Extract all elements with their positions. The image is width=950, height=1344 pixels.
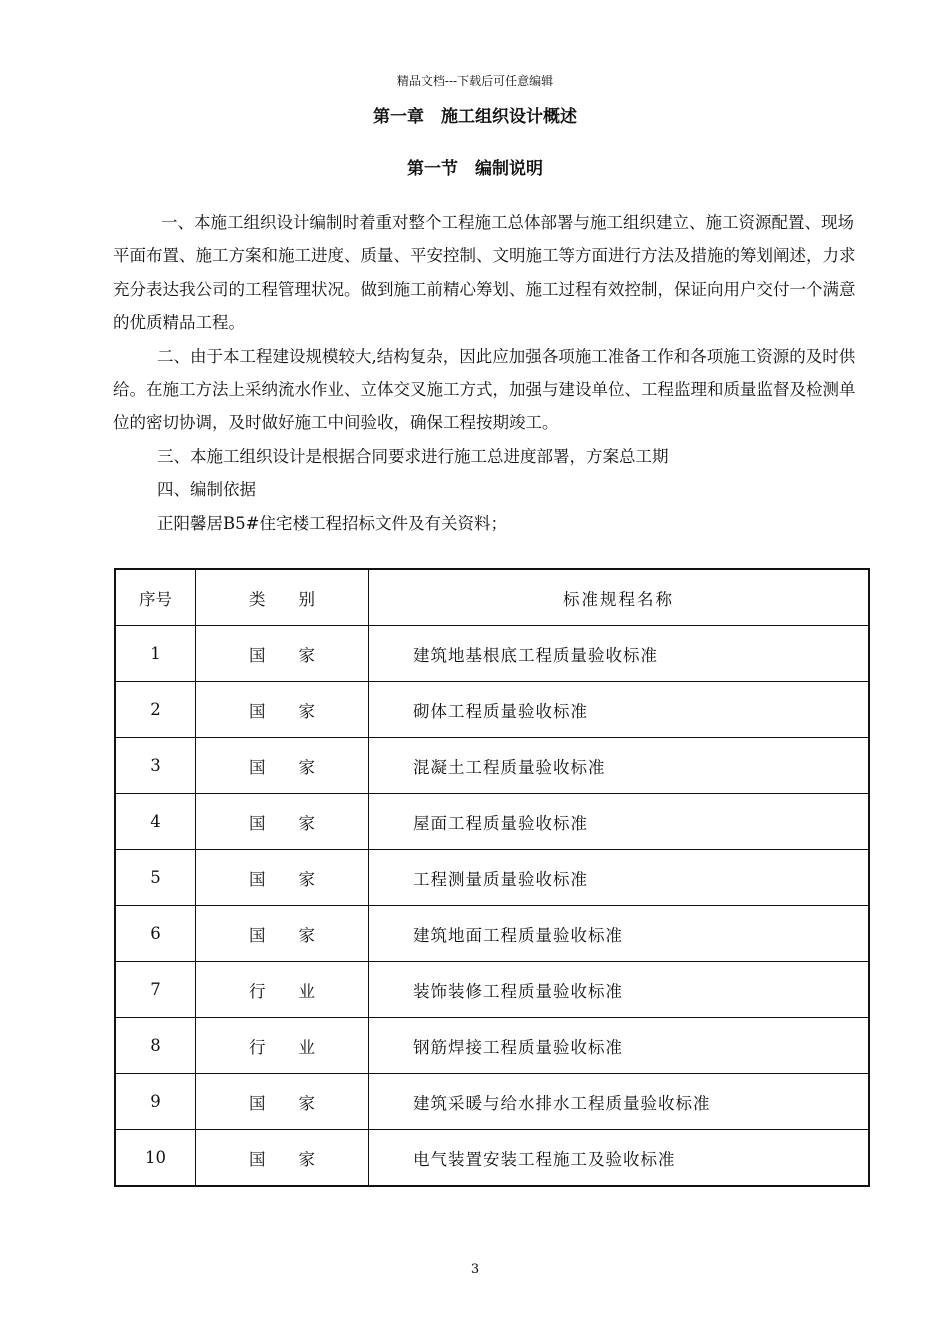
section-title: 第一节 编制说明 — [407, 159, 543, 179]
row-name: 电气装置安装工程施工及验收标准 — [369, 1130, 870, 1187]
paragraph-1: 一、本施工组织设计编制时着重对整个工程施工总体部署与施工组织建立、施工资源配置、现场平面布置、施工方案和施工进度、质量、平安控制、文明施工等方面进行方法及措施的筹划阐述，力求充分表达我公司的工程管理状况。做到施工前精心筹划、施工过程有效控制，保证向用户交付一个满意的优质精品工程。 — [113, 213, 856, 333]
row-name: 建筑地面工程质量验收标准 — [369, 906, 870, 962]
row-no: 3 — [115, 738, 196, 794]
standards-table — [114, 568, 870, 1187]
chapter-title: 第一章 施工组织设计概述 — [373, 107, 577, 127]
row-no: 7 — [115, 962, 196, 1018]
row-category: 国 家 — [196, 738, 369, 794]
header-name: 标准规程名称 — [369, 569, 870, 626]
row-category: 国 家 — [196, 1074, 369, 1130]
row-name: 砌体工程质量验收标准 — [369, 682, 870, 738]
row-name: 工程测量质量验收标准 — [369, 850, 870, 906]
table-header-row — [115, 569, 869, 626]
row-category: 国 家 — [196, 794, 369, 850]
row-name: 建筑地基根底工程质量验收标准 — [369, 626, 870, 682]
row-name: 混凝土工程质量验收标准 — [369, 738, 870, 794]
row-no: 4 — [115, 794, 196, 850]
row-category: 行 业 — [196, 962, 369, 1018]
header-no: 序号 — [115, 569, 196, 626]
paragraph-5: 正阳馨居B5#住宅楼工程招标文件及有关资料； — [157, 513, 507, 533]
row-name: 屋面工程质量验收标准 — [369, 794, 870, 850]
table-row — [115, 906, 869, 962]
page-number: 3 — [470, 1262, 480, 1277]
paragraph-2: 二、由于本工程建设规模较大,结构复杂，因此应加强各项施工准备工作和各项施工资源的及时供给。在施工方法上采纳流水作业、立体交叉施工方式，加强与建设单位、工程监理和质量监督及检测单位的密切协调，及时做好施工中间验收，确保工程按期竣工。 — [113, 346, 856, 433]
row-no: 9 — [115, 1074, 196, 1130]
row-no: 10 — [115, 1130, 196, 1187]
row-no: 5 — [115, 850, 196, 906]
row-no: 1 — [115, 626, 196, 682]
row-category: 国 家 — [196, 682, 369, 738]
row-category: 国 家 — [196, 850, 369, 906]
page-header: 精品文档---下载后可任意编辑 — [396, 74, 554, 88]
table-row — [115, 794, 869, 850]
row-no: 8 — [115, 1018, 196, 1074]
row-category: 行 业 — [196, 1018, 369, 1074]
table-row — [115, 682, 869, 738]
table-row — [115, 962, 869, 1018]
table-row — [115, 1074, 869, 1130]
row-category: 国 家 — [196, 1130, 369, 1187]
row-category: 国 家 — [196, 906, 369, 962]
row-name: 装饰装修工程质量验收标准 — [369, 962, 870, 1018]
row-name: 建筑采暖与给水排水工程质量验收标准 — [369, 1074, 870, 1130]
table-row — [115, 1018, 869, 1074]
table-row — [115, 626, 869, 682]
body-text — [113, 206, 858, 540]
row-category: 国 家 — [196, 626, 369, 682]
header-category: 类 别 — [196, 569, 369, 626]
table-row — [115, 1130, 869, 1187]
row-no: 2 — [115, 682, 196, 738]
paragraph-3: 三、本施工组织设计是根据合同要求进行施工总进度部署，方案总工期 — [157, 446, 669, 466]
table-row — [115, 738, 869, 794]
row-name: 钢筋焊接工程质量验收标准 — [369, 1018, 870, 1074]
table-row — [115, 850, 869, 906]
row-no: 6 — [115, 906, 196, 962]
paragraph-4: 四、编制依据 — [157, 480, 256, 500]
